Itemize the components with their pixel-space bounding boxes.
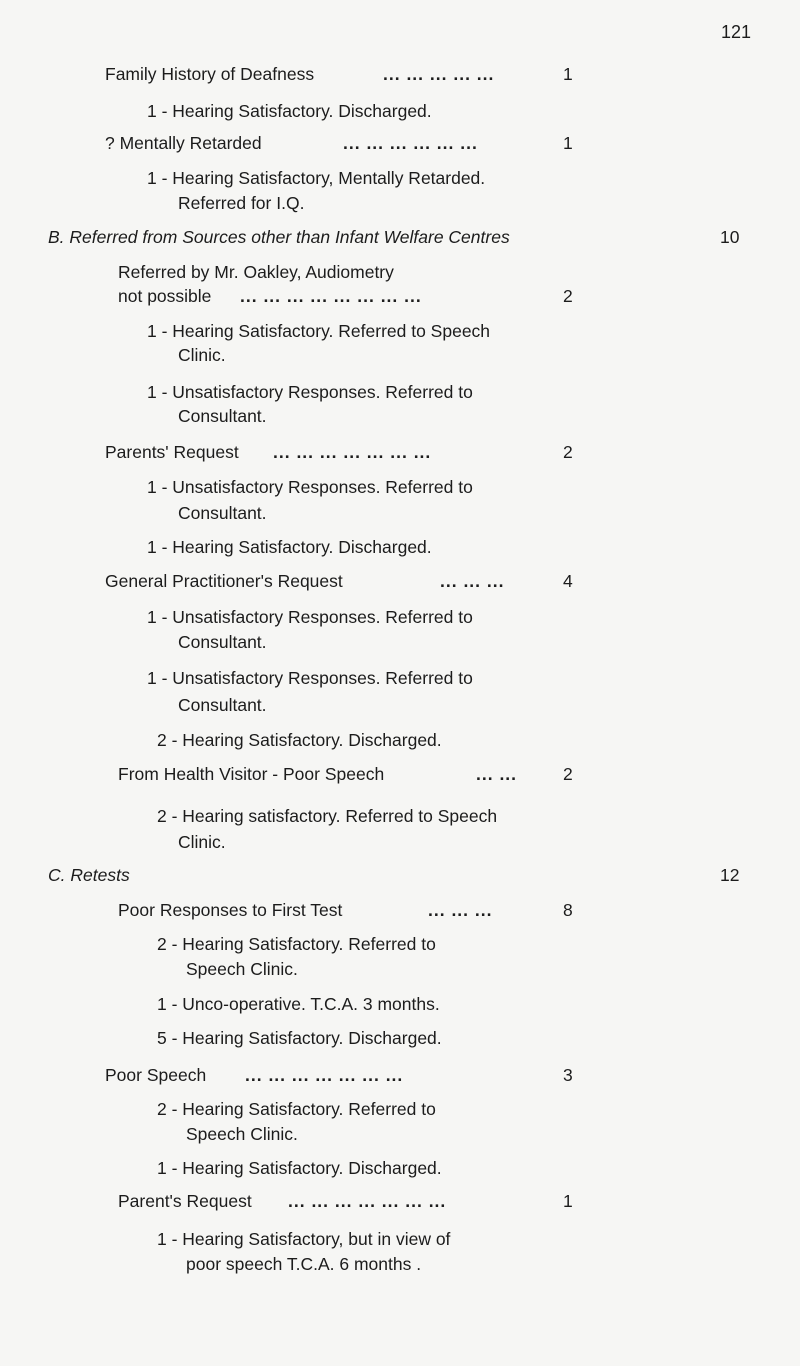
parent-request-count: 1 xyxy=(563,1191,573,1211)
leader-dots: ... ... xyxy=(476,764,518,784)
outcome-line: poor speech T.C.A. 6 months . xyxy=(186,1254,422,1274)
health-visitor-label xyxy=(118,763,518,785)
outcome-line: 2 - Hearing satisfactory. Referred to Speech xyxy=(157,806,498,826)
family-history-count: 1 xyxy=(563,64,573,84)
outcome-line: 1 - Unsatisfactory Responses. Referred to xyxy=(147,668,473,688)
leader-dots: ... ... ... ... ... ... ... xyxy=(245,1065,404,1085)
entry-label: General Practitioner's Request xyxy=(105,571,343,591)
mentally-retarded-count: 1 xyxy=(563,133,573,153)
leader-dots: ... ... ... ... ... xyxy=(383,64,495,84)
outcome-line: Clinic. xyxy=(178,832,226,852)
outcome-line: 2 - Hearing Satisfactory. Referred to xyxy=(157,1099,436,1119)
oakley-count: 2 xyxy=(563,286,573,306)
outcome-line: 1 - Hearing Satisfactory. Discharged. xyxy=(157,1158,442,1178)
leader-dots: ... ... ... ... ... ... xyxy=(343,133,478,153)
page-number: 121 xyxy=(721,22,752,42)
outcome-line: Consultant. xyxy=(178,632,267,652)
parents-request-count: 2 xyxy=(563,442,573,462)
outcome-line: 1 - Hearing Satisfactory. Referred to Speech xyxy=(147,321,491,341)
poor-responses-count: 8 xyxy=(563,900,573,920)
oakley-label: Referred by Mr. Oakley, Audiometry xyxy=(118,262,394,282)
poor-responses-label xyxy=(118,899,493,921)
outcome-line: 1 - Unsatisfactory Responses. Referred to xyxy=(147,477,473,497)
outcome-line: 1 - Hearing Satisfactory. Discharged. xyxy=(147,537,432,557)
entry-label: Parent's Request xyxy=(118,1191,252,1211)
mentally-retarded-label xyxy=(105,132,478,154)
leader-dots: ... ... ... ... ... ... ... xyxy=(273,442,432,462)
section-b-heading: B. Referred from Sources other than Infant Welfare Centres xyxy=(48,227,510,247)
family-history-label xyxy=(105,63,495,85)
health-visitor-count: 2 xyxy=(563,764,573,784)
oakley-label-cont xyxy=(118,285,422,307)
outcome-line: Consultant. xyxy=(178,406,267,426)
poor-speech-label xyxy=(105,1064,404,1086)
outcome-line: 1 - Unsatisfactory Responses. Referred to xyxy=(147,382,473,402)
entry-label: Poor Responses to First Test xyxy=(118,900,343,920)
outcome-line: 2 - Hearing Satisfactory. Discharged. xyxy=(157,730,442,750)
outcome-line: 2 - Hearing Satisfactory. Referred to xyxy=(157,934,436,954)
section-b-total: 10 xyxy=(720,227,740,247)
section-c-heading: C. Retests xyxy=(48,865,130,885)
parent-request-label xyxy=(118,1190,447,1212)
entry-label: Family History of Deafness xyxy=(105,64,315,84)
entry-label: ? Mentally Retarded xyxy=(105,133,262,153)
leader-dots: ... ... ... xyxy=(440,571,505,591)
outcome-line: Speech Clinic. xyxy=(186,1124,298,1144)
leader-dots: ... ... ... ... ... ... ... xyxy=(288,1191,447,1211)
poor-speech-count: 3 xyxy=(563,1065,573,1085)
outcome-line: 1 - Hearing Satisfactory. Discharged. xyxy=(147,101,432,121)
parents-request-label xyxy=(105,441,432,463)
outcome-line: Consultant. xyxy=(178,695,267,715)
outcome-line: Consultant. xyxy=(178,503,267,523)
outcome-line: Speech Clinic. xyxy=(186,959,298,979)
outcome-line: 1 - Unco-operative. T.C.A. 3 months. xyxy=(157,994,440,1014)
outcome-line: 1 - Hearing Satisfactory, but in view of xyxy=(157,1229,451,1249)
entry-label: Poor Speech xyxy=(105,1065,207,1085)
outcome-line: Referred for I.Q. xyxy=(178,193,305,213)
outcome-line: 1 - Hearing Satisfactory, Mentally Retarded. xyxy=(147,168,486,188)
entry-label: Parents' Request xyxy=(105,442,239,462)
section-c-total: 12 xyxy=(720,865,740,885)
leader-dots: ... ... ... xyxy=(428,900,493,920)
leader-dots: ... ... ... ... ... ... ... ... xyxy=(240,286,422,306)
outcome-line: Clinic. xyxy=(178,345,226,365)
gp-request-label xyxy=(105,570,505,592)
entry-label: From Health Visitor - Poor Speech xyxy=(118,764,385,784)
entry-label: not possible xyxy=(118,286,212,306)
gp-request-count: 4 xyxy=(563,571,573,591)
outcome-line: 1 - Unsatisfactory Responses. Referred to xyxy=(147,607,473,627)
outcome-line: 5 - Hearing Satisfactory. Discharged. xyxy=(157,1028,442,1048)
